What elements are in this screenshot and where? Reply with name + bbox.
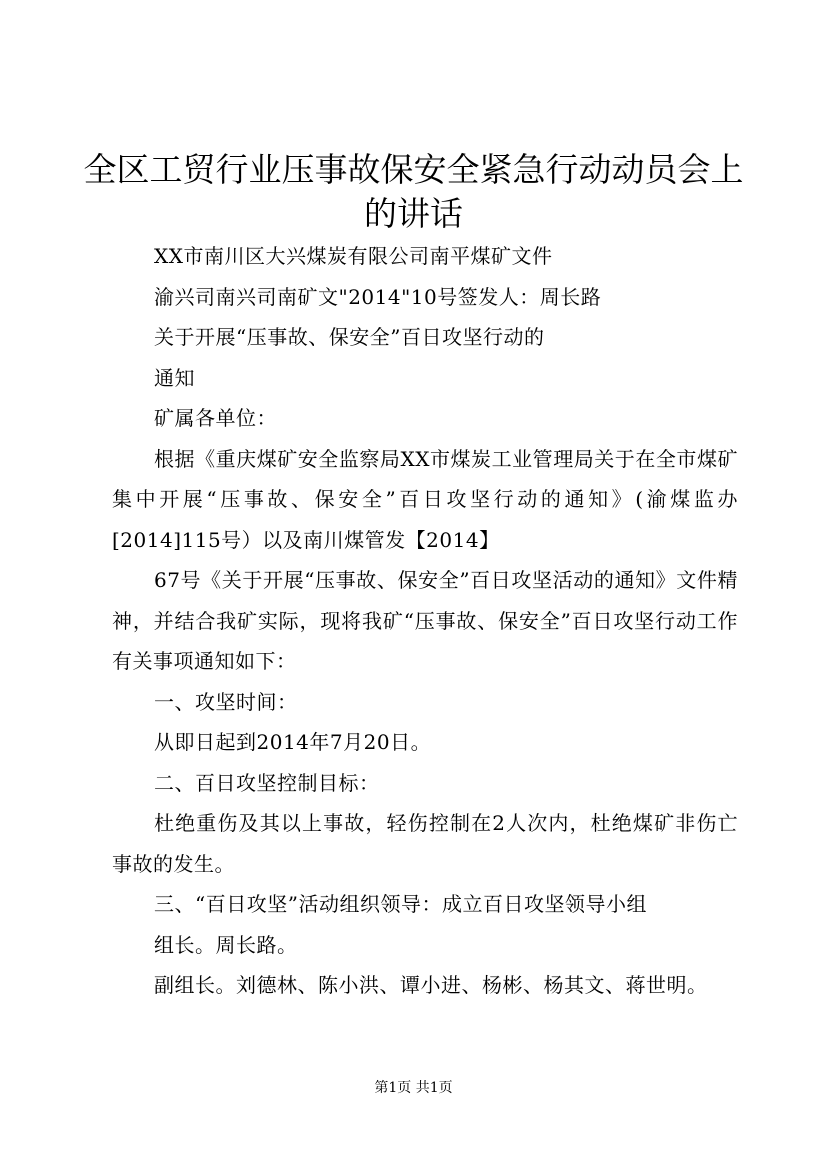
paragraph-time: 从即日起到2014年7月20日。 bbox=[154, 730, 432, 754]
paragraph-issuer: XX市南川区大兴煤炭有限公司南平煤矿文件 bbox=[154, 244, 553, 268]
title-line-2: 的讲话 bbox=[364, 194, 463, 233]
paragraph-leader: 组长。周长路。 bbox=[154, 932, 298, 957]
document-title bbox=[0, 148, 827, 236]
paragraph-spirit: 67号《关于开展“压事故、保安全”百日攻坚活动的通知》文件精神，并结合我矿实际，现将我矿“压事故、保安全”百日攻坚行动工作有关事项通知如下： bbox=[112, 568, 738, 673]
paragraph-notice-title: 关于开展“压事故、保安全”百日攻坚行动的 bbox=[154, 325, 545, 349]
paragraph-goal: 杜绝重伤及其以上事故，轻伤控制在2人次内，杜绝煤矿非伤亡事故的发生。 bbox=[112, 811, 738, 876]
section-heading-leadership: 三、“百日攻坚”活动组织领导：成立百日攻坚领导小组 bbox=[154, 892, 647, 916]
section-heading-goal: 二、百日攻坚控制目标： bbox=[154, 770, 380, 795]
paragraph-deputy-leaders: 副组长。刘德林、陈小洪、谭小进、杨彬、杨其文、蒋世明。 bbox=[154, 973, 708, 997]
paragraph-notice-title-cont: 通知 bbox=[154, 365, 195, 390]
page-footer: 第1页 共1页 bbox=[374, 1080, 453, 1096]
section-heading-time: 一、攻坚时间： bbox=[154, 689, 298, 714]
paragraph-salutation: 矿属各单位： bbox=[154, 406, 277, 430]
paragraph-basis: 根据《重庆煤矿安全监察局XX市煤炭工业管理局关于在全市煤矿集中开展“压事故、保安全”百日攻坚行动的通知》(渝煤监办[2014]115号）以及南川煤管发【2014】 bbox=[112, 446, 738, 552]
title-line-1: 全区工贸行业压事故保安全紧急行动动员会上 bbox=[83, 150, 744, 189]
document-body bbox=[112, 236, 738, 1006]
paragraph-doc-number: 渝兴司南兴司南矿文"2014"10号签发人：周长路 bbox=[154, 284, 602, 309]
